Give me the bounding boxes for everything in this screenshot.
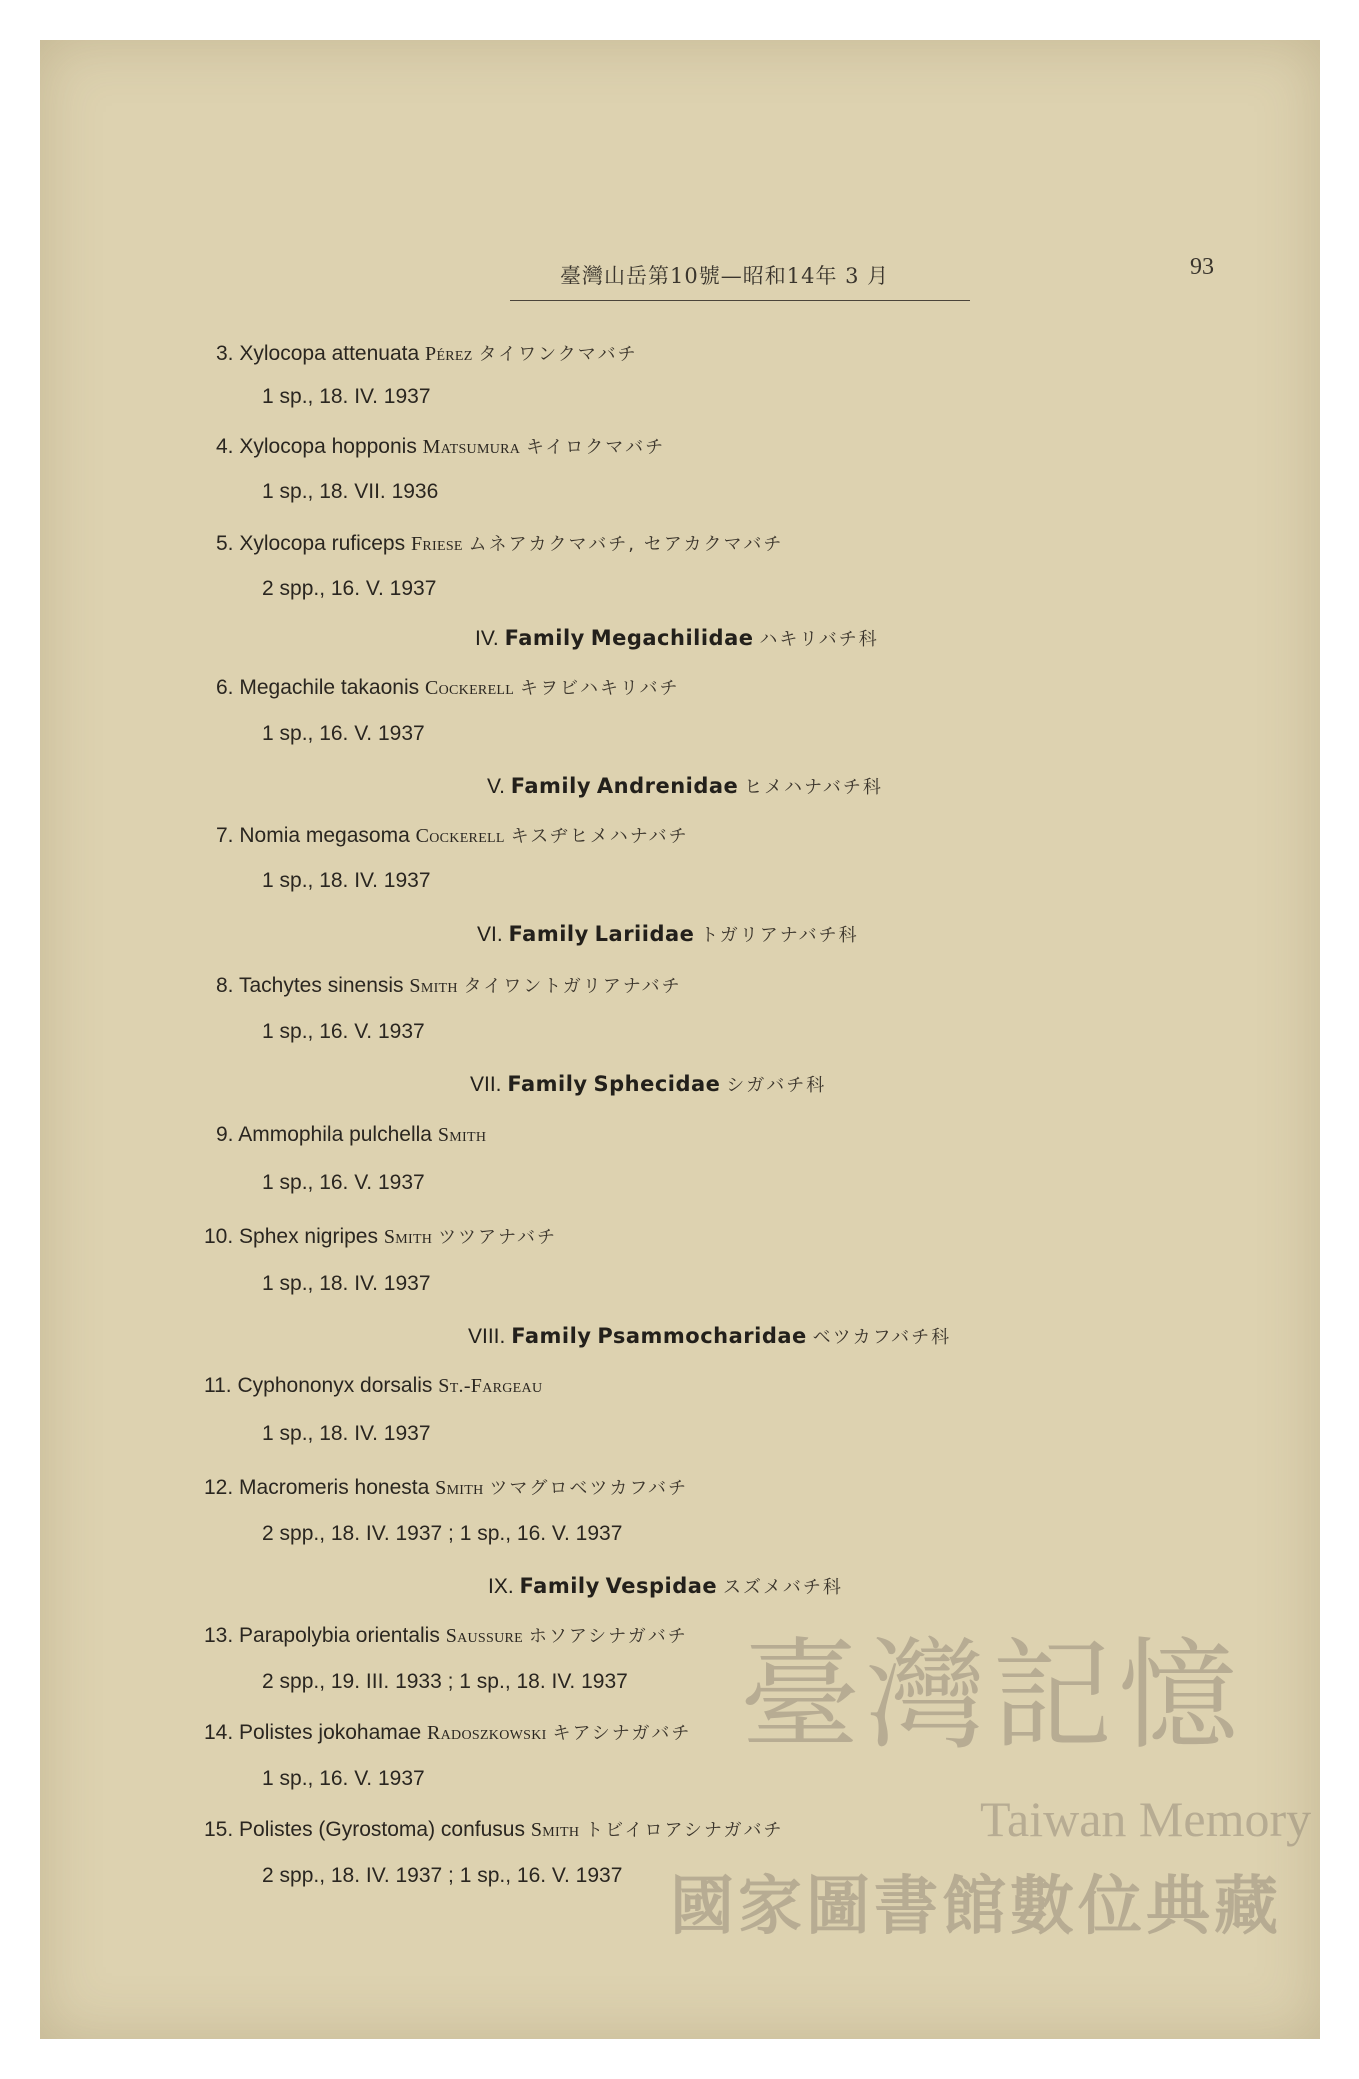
family-name: Lariidae xyxy=(594,922,695,946)
species-entry xyxy=(204,1374,542,1398)
entry-number: 9. xyxy=(216,1123,234,1146)
species-entry xyxy=(204,1474,688,1500)
japanese-name: タイワンクマバチ xyxy=(478,344,638,365)
page-number: 93 xyxy=(1190,254,1214,280)
family-word: Family xyxy=(510,774,592,798)
family-word: Family xyxy=(504,626,585,650)
specimen-record: 1 sp., 16. V. 1937 xyxy=(262,1767,425,1790)
species-author: Smith xyxy=(437,1124,487,1146)
species-name: Megachile takaonis xyxy=(239,676,420,699)
japanese-name: ムネアカクマバチ, セアカクマバチ xyxy=(468,534,784,555)
specimen-record: 2 spp., 16. V. 1937 xyxy=(262,577,437,600)
species-name: Polistes jokohamae xyxy=(239,1721,422,1744)
species-name: Polistes (Gyrostoma) confusus xyxy=(239,1818,525,1841)
family-japanese-name: ベツカフバチ科 xyxy=(812,1327,952,1348)
specimen-record: 1 sp., 18. IV. 1937 xyxy=(262,1272,431,1295)
japanese-name: キアシナガバチ xyxy=(552,1723,692,1744)
species-author: St.-Fargeau xyxy=(438,1375,543,1397)
species-entry xyxy=(216,822,689,848)
species-name: Cyphononyx dorsalis xyxy=(237,1374,433,1397)
journal-title: 臺灣山岳第10號—昭和14年 3 月 xyxy=(560,264,890,288)
species-entry xyxy=(216,972,682,998)
species-name: Xylocopa hopponis xyxy=(239,435,417,458)
species-author: Radoszkowski xyxy=(427,1722,547,1744)
species-author: Cockerell xyxy=(424,677,515,699)
specimen-record: 1 sp., 16. V. 1937 xyxy=(262,1020,425,1043)
specimen-record: 1 sp., 18. IV. 1937 xyxy=(262,385,431,408)
specimen-record: 1 sp., 16. V. 1937 xyxy=(262,722,425,745)
japanese-name: ツツアナバチ xyxy=(438,1227,557,1248)
specimen-record: 1 sp., 16. V. 1937 xyxy=(262,1171,425,1194)
specimen-record: 1 sp., 18. IV. 1937 xyxy=(262,869,431,892)
family-number: VI. xyxy=(477,923,503,946)
species-author: Smith xyxy=(409,975,458,997)
family-japanese-name: ハキリバチ科 xyxy=(759,629,879,650)
japanese-name: ホソアシナガバチ xyxy=(528,1626,688,1647)
species-author: Pérez xyxy=(425,343,473,365)
species-name: Tachytes sinensis xyxy=(238,974,404,997)
entry-number: 14. xyxy=(204,1721,234,1744)
japanese-name: キスヂヒメハナバチ xyxy=(510,826,689,847)
specimen-record: 1 sp., 18. IV. 1937 xyxy=(262,1422,431,1445)
japanese-name: キイロクマバチ xyxy=(526,437,666,458)
species-author: Matsumura xyxy=(422,436,521,458)
family-number: IV. xyxy=(475,627,499,650)
document-page xyxy=(40,40,1320,2039)
family-name: Sphecidae xyxy=(593,1072,721,1096)
entry-number: 10. xyxy=(204,1225,234,1248)
family-heading xyxy=(475,625,879,651)
entry-number: 8. xyxy=(216,974,234,997)
entry-number: 7. xyxy=(216,824,234,847)
species-name: Macromeris honesta xyxy=(239,1476,430,1499)
specimen-record: 2 spp., 18. IV. 1937 ; 1 sp., 16. V. 1937 xyxy=(262,1864,623,1887)
species-author: Cockerell xyxy=(415,825,505,847)
watermark-organization: 國家圖書館數位典藏 xyxy=(670,1870,1282,1944)
watermark-english: Taiwan Memory xyxy=(980,1791,1312,1847)
entry-number: 3. xyxy=(216,342,234,365)
japanese-name: キヲビハキリバチ xyxy=(519,678,680,699)
family-word: Family xyxy=(507,1072,588,1096)
entry-number: 6. xyxy=(216,676,234,699)
species-author: Smith xyxy=(530,1819,580,1841)
family-name: Andrenidae xyxy=(596,774,739,798)
specimen-record: 2 spp., 18. IV. 1937 ; 1 sp., 16. V. 1937 xyxy=(262,1522,623,1545)
species-name: Xylocopa attenuata xyxy=(239,342,420,365)
species-name: Nomia megasoma xyxy=(239,824,410,847)
entry-number: 12. xyxy=(204,1476,234,1499)
entry-number: 11. xyxy=(204,1374,232,1397)
family-name: Megachilidae xyxy=(590,626,754,650)
family-number: VII. xyxy=(470,1073,502,1096)
species-entry xyxy=(216,340,638,366)
japanese-name: ツマグロベツカフバチ xyxy=(489,1478,688,1499)
species-entry xyxy=(216,530,783,556)
species-entry xyxy=(204,1223,557,1249)
family-name: Vespidae xyxy=(605,1574,718,1598)
family-heading xyxy=(477,921,859,947)
entry-number: 15. xyxy=(204,1818,234,1841)
species-author: Saussure xyxy=(445,1625,524,1647)
running-header xyxy=(510,250,970,301)
species-author: Smith xyxy=(435,1477,484,1499)
species-author: Friese xyxy=(410,533,463,555)
japanese-name: タイワントガリアナバチ xyxy=(463,976,682,997)
species-name: Parapolybia orientalis xyxy=(239,1624,440,1647)
specimen-record: 2 spp., 19. III. 1933 ; 1 sp., 18. IV. 1937 xyxy=(262,1670,628,1693)
species-entry xyxy=(216,433,665,459)
japanese-name: トビイロアシナガバチ xyxy=(585,1820,784,1841)
family-word: Family xyxy=(511,1324,592,1348)
family-heading xyxy=(468,1323,951,1349)
family-japanese-name: トガリアナバチ科 xyxy=(700,925,859,946)
family-heading xyxy=(470,1071,826,1097)
species-entry xyxy=(216,1123,486,1147)
species-name: Xylocopa ruficeps xyxy=(239,532,406,555)
species-author: Smith xyxy=(383,1226,433,1248)
family-word: Family xyxy=(508,922,589,946)
family-number: V. xyxy=(487,775,505,798)
species-name: Sphex nigripes xyxy=(239,1225,378,1248)
species-entry xyxy=(216,674,679,700)
species-entry xyxy=(204,1719,691,1745)
family-name: Psammocharidae xyxy=(597,1324,807,1348)
family-number: VIII. xyxy=(468,1325,506,1348)
species-name: Ammophila pulchella xyxy=(238,1123,432,1146)
family-heading xyxy=(487,773,883,799)
family-number: IX. xyxy=(488,1575,514,1598)
watermark-cjk: 臺灣記憶 xyxy=(740,1627,1244,1766)
species-entry xyxy=(204,1622,688,1648)
species-entry xyxy=(204,1816,783,1842)
entry-number: 5. xyxy=(216,532,234,555)
family-word: Family xyxy=(519,1574,600,1598)
entry-number: 4. xyxy=(216,435,234,458)
family-japanese-name: シガバチ科 xyxy=(726,1075,827,1096)
specimen-record: 1 sp., 18. VII. 1936 xyxy=(262,480,439,503)
family-japanese-name: スズメバチ科 xyxy=(723,1577,843,1598)
family-japanese-name: ヒメハナバチ科 xyxy=(744,777,883,798)
entry-number: 13. xyxy=(204,1624,234,1647)
family-heading xyxy=(488,1573,843,1599)
